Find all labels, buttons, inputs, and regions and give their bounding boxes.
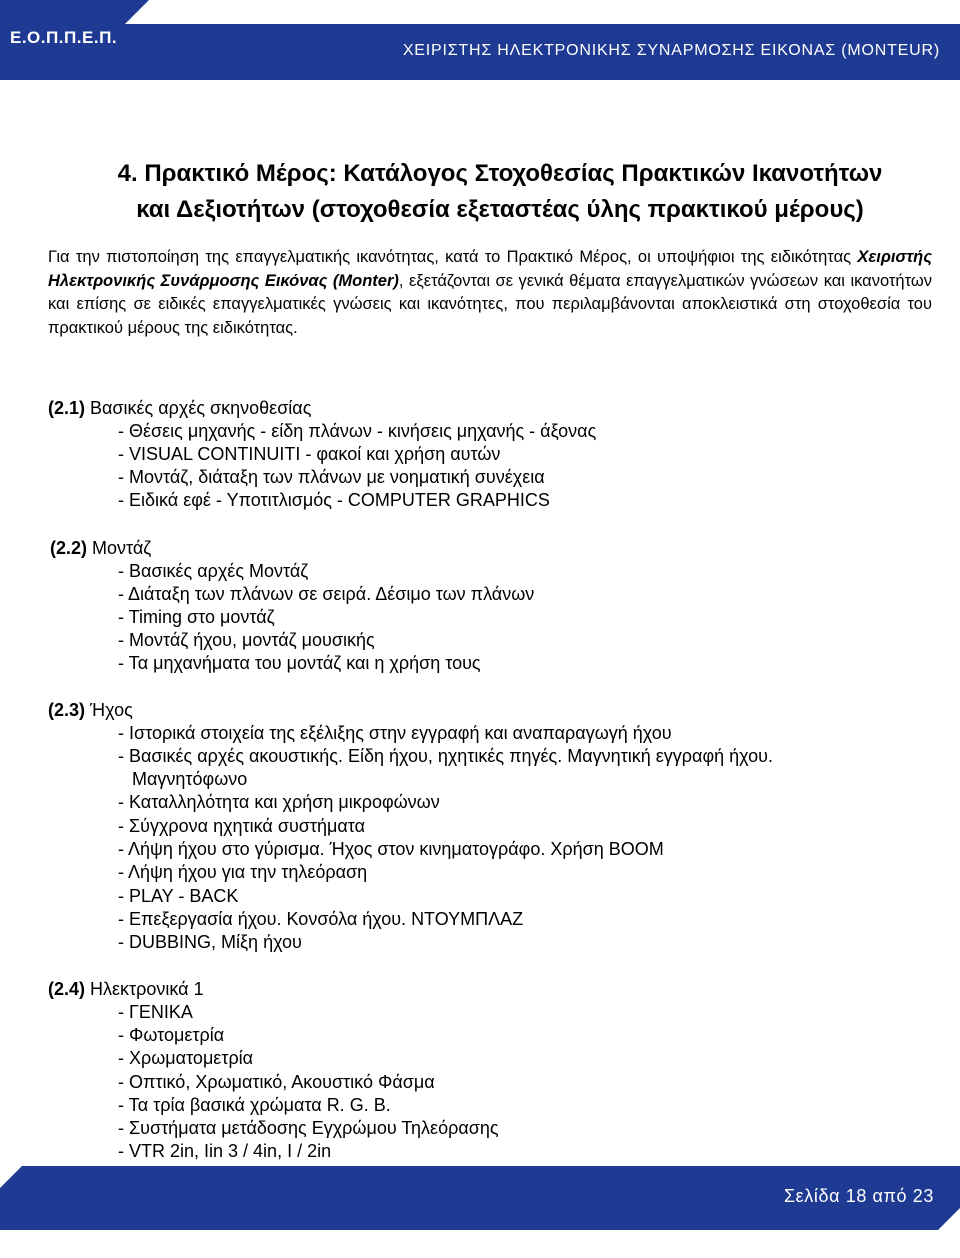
intro-paragraph xyxy=(48,246,932,340)
list-item: - Τα μηχανήματα του μοντάζ και η χρήση τους xyxy=(118,653,481,673)
list-item: - DUBBING, Μίξη ήχου xyxy=(118,932,302,952)
list-item: - Φωτομετρία xyxy=(118,1025,225,1045)
list-item: - Μοντάζ, διάταξη των πλάνων με νοηματική συνέχεια xyxy=(118,467,545,487)
list-item: - Timing στο μοντάζ xyxy=(118,607,275,627)
section-2-1-title xyxy=(48,397,311,419)
list-item: - Καταλληλότητα και χρήση μικροφώνων xyxy=(118,792,440,812)
list-item: - Θέσεις μηχανής - είδη πλάνων - κινήσεις μηχανής - άξονας xyxy=(118,421,597,441)
header-org-box xyxy=(0,0,125,80)
page-number: Σελίδα 18 από 23 xyxy=(783,1186,934,1206)
list-item: - Χρωματομετρία xyxy=(118,1048,254,1068)
section-number: (2.3) xyxy=(48,700,86,720)
section-2-3-title xyxy=(48,699,133,721)
list-item: - PLAY - BACK xyxy=(118,886,239,906)
section-label: Ηλεκτρονικά 1 xyxy=(85,979,204,999)
intro-text-after: , εξετάζονται σε γενικά θέματα επαγγελματικών γνώσεων και ικανοτήτων και επίσης σε ειδικές επαγγελματικές γνώσεις και ικανότητες, που περιλαμβάνονται αποκλειστικά στη στοχοθεσία του πρακτικού μέρους της ειδικότητας. xyxy=(48,271,933,337)
section-number: (2.4) xyxy=(48,979,86,999)
page-header xyxy=(0,0,960,80)
list-item: - ΓΕΝΙΚΑ xyxy=(118,1002,193,1022)
header-notch xyxy=(125,0,149,24)
list-item: - Βασικές αρχές Μοντάζ xyxy=(118,561,309,581)
section-number: (2.2) xyxy=(50,538,88,558)
list-item-continuation: Μαγνητόφωνο xyxy=(132,769,248,789)
list-item: - Βασικές αρχές ακουστικής. Είδη ήχου, ηχητικές πηγές. Μαγνητική εγγραφή ήχου. xyxy=(118,746,773,766)
footer-notch xyxy=(0,1166,22,1188)
list-item: - Επεξεργασία ήχου. Κονσόλα ήχου. ΝΤΟΥΜΠΛΑΖ xyxy=(118,909,524,929)
intro-text-before: Για την πιστοποίηση της επαγγελματικής ικανότητας, κατά το Πρακτικό Μέρος, οι υποψήφιοι της ειδικότητας xyxy=(48,248,858,266)
list-item: - Λήψη ήχου για την τηλεόραση xyxy=(118,862,368,882)
list-item: - Μοντάζ ήχου, μοντάζ μουσικής xyxy=(118,630,375,650)
heading-line-1: 4. Πρακτικό Μέρος: Κατάλογος Στοχοθεσίας Πρακτικών Ικανοτήτων xyxy=(117,160,883,187)
heading-line-2: και Δεξιοτήτων (στοχοθεσία εξεταστέας ύλης πρακτικού μέρους) xyxy=(136,196,864,223)
section-2-2-title xyxy=(50,537,151,559)
page-footer xyxy=(0,1166,960,1230)
list-item: - Συστήματα μετάδοσης Εγχρώμου Τηλεόρασης xyxy=(118,1118,499,1138)
list-item: - Σύγχρονα ηχητικά συστήματα xyxy=(118,816,366,836)
section-label: Μοντάζ xyxy=(87,538,152,558)
list-item: - Λήψη ήχου στο γύρισμα. Ήχος στον κινηματογράφο. Χρήση BOOM xyxy=(118,839,664,859)
header-org: Ε.Ο.Π.Π.Ε.Π. xyxy=(10,28,118,47)
section-heading xyxy=(65,156,935,228)
list-item: - VISUAL CONTINUITI - φακοί και χρήση αυτών xyxy=(118,444,501,464)
footer-corner xyxy=(938,1208,960,1230)
section-2-4-title xyxy=(48,978,204,1000)
list-item: - Ειδικά εφέ - Υποτιτλισμός - COMPUTER GRAPHICS xyxy=(118,490,550,510)
section-label: Ήχος xyxy=(85,700,133,720)
list-item: - VTR 2in, Iin 3 / 4in, I / 2in xyxy=(118,1141,332,1161)
intro-specialty: Χειριστής Ηλεκτρονικής Συνάρμοσης Εικόνας (Monter) xyxy=(48,248,932,290)
list-item: - Οπτικό, Χρωματικό, Ακουστικό Φάσμα xyxy=(118,1072,435,1092)
section-number: (2.1) xyxy=(48,398,86,418)
list-item: - Διάταξη των πλάνων σε σειρά. Δέσιμο των πλάνων xyxy=(118,584,535,604)
header-corner xyxy=(932,0,960,24)
section-label: Βασικές αρχές σκηνοθεσίας xyxy=(85,398,312,418)
header-title: ΧΕΙΡΙΣΤΗΣ ΗΛΕΚΤΡΟΝΙΚΗΣ ΣΥΝΑΡΜΟΣΗΣ ΕΙΚΟΝΑΣ (MONTEUR) xyxy=(402,42,940,59)
list-item: - Ιστορικά στοιχεία της εξέλιξης στην εγγραφή και αναπαραγωγή ήχου xyxy=(118,723,672,743)
list-item: - Τα τρία βασικά χρώματα R. G. B. xyxy=(118,1095,391,1115)
